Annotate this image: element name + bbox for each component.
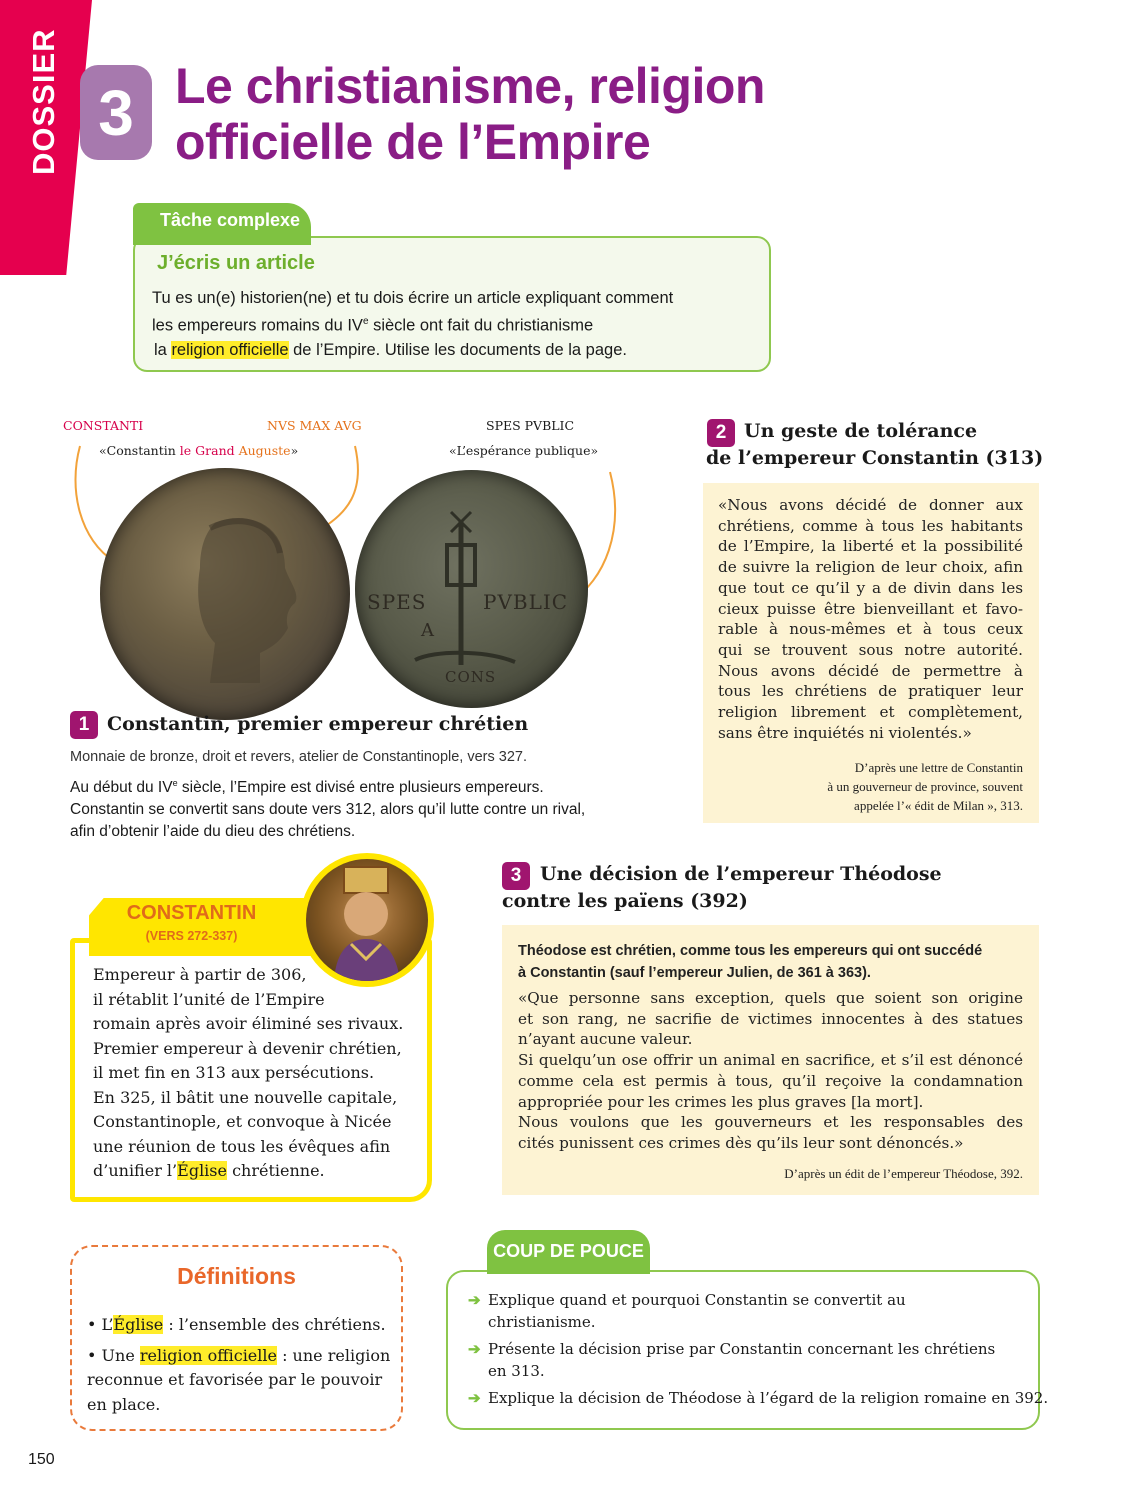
task-line: Tu es un(e) historien(ne) et tu dois écrire un article expliquant comment bbox=[152, 289, 674, 307]
arrow-right-icon: ➔ bbox=[468, 1389, 481, 1407]
coin-label-nvs: NVS MAX AVG bbox=[267, 418, 362, 433]
doc3-badge: 3 bbox=[502, 862, 530, 890]
highlight-term: Église bbox=[113, 1315, 164, 1334]
page-title-line1: Le christianisme, religion bbox=[175, 58, 765, 114]
task-heading: J’écris un article bbox=[157, 252, 315, 274]
bio-text bbox=[93, 963, 423, 1184]
doc1-caption: Monnaie de bronze, droit et revers, atelier de Constantinople, vers 327. bbox=[70, 749, 528, 765]
arrow-right-icon: ➔ bbox=[468, 1291, 481, 1309]
coin-inscription: A bbox=[421, 620, 435, 641]
quote-line: «Que personne sans exception, quels que soient son origine bbox=[518, 989, 1023, 1007]
doc2-quote bbox=[718, 495, 1023, 743]
doc2-title: Un geste de tolérance de l’empereur Constantin (313) bbox=[706, 420, 1044, 469]
quote-line: appropriée pour les crimes les plus graves [la mort]. bbox=[518, 1092, 924, 1111]
dossier-label: DOSSIER bbox=[26, 28, 61, 175]
doc1-badge: 1 bbox=[70, 711, 98, 739]
bio-line: Premier empereur à devenir chrétien, bbox=[93, 1038, 402, 1058]
doc3-intro: Théodose est chrétien, comme tous les empereurs qui ont succédé à Constantin (sauf l’empereur Julien, de 361 à 363). bbox=[518, 943, 983, 981]
quote-line: chrétiens, comme à tous les habitants bbox=[718, 516, 1023, 535]
bio-line: une réunion de tous les évêques afin bbox=[93, 1136, 391, 1156]
quote-line: «Nous avons décidé de donner aux bbox=[718, 496, 1023, 514]
definitions-list bbox=[87, 1313, 391, 1423]
page-number: 150 bbox=[28, 1451, 55, 1468]
doc1-title: Constantin, premier empereur chrétien bbox=[107, 713, 529, 735]
highlight-term: religion officielle bbox=[171, 340, 289, 359]
coup-de-pouce-list bbox=[468, 1289, 1049, 1414]
coin-obverse-image bbox=[100, 468, 350, 720]
bio-line: il rétablit l’unité de l’Empire bbox=[93, 989, 325, 1009]
quote-line: de l’Empire, la liberté et la possibilité bbox=[718, 537, 1023, 556]
doc1-body-line: afin d’obtenir l’aide du dieu des chrétiens. bbox=[70, 823, 356, 841]
page-title bbox=[175, 58, 875, 170]
task-line: les empereurs romains du IVe siècle ont fait du christianisme bbox=[152, 316, 594, 335]
doc3-source: D’après un édit de l’empereur Théodose, 392. bbox=[784, 1166, 1023, 1181]
hint-item: ➔ Présente la décision prise par Constantin concernant les chrétiens en 313. bbox=[468, 1340, 996, 1380]
bio-line: d’unifier l’Église chrétienne. bbox=[93, 1161, 325, 1180]
doc1-body-line: Constantin se convertit sans doute vers 312, alors qu’il lutte contre un rival, bbox=[70, 801, 586, 819]
doc2-badge: 2 bbox=[707, 419, 735, 447]
quote-line: religion librement et complètement, bbox=[718, 703, 1023, 722]
quote-line: tous les chrétiens de pratiquer leur bbox=[718, 682, 1023, 701]
bio-line: il met fin en 313 aux persécutions. bbox=[93, 1063, 375, 1082]
coin-inscription: PVBLIC bbox=[483, 590, 569, 614]
doc1-body bbox=[70, 772, 630, 843]
quote-line: qui se trouvent sous notre autorité. bbox=[718, 640, 1023, 659]
quote-line: n’ayant aucune valeur. bbox=[518, 1030, 693, 1049]
bio-line: En 325, il bâtit une nouvelle capitale, bbox=[93, 1087, 398, 1107]
doc3-quote bbox=[518, 988, 1023, 1154]
bio-name: CONSTANTIN bbox=[126, 902, 257, 924]
task-text bbox=[152, 286, 762, 362]
quote-line: Nous voulons que les gouverneurs et les responsables des bbox=[518, 1113, 1023, 1132]
coin-inscription: CONS bbox=[445, 668, 497, 686]
task-tab: Tâche complexe bbox=[133, 203, 311, 245]
quote-line: comme cela est permis à tous, qu’il reçoive la condamnation bbox=[518, 1071, 1023, 1090]
coin-reverse-image bbox=[355, 470, 588, 708]
doc1-body-line: Au début du IVe siècle, l’Empire est divisé entre plusieurs empereurs. bbox=[70, 778, 544, 797]
quote-line: sans être inquiétés ni violentés.» bbox=[718, 723, 972, 742]
quote-line: et son rang, ne sacrifie de victimes innocentes à des statues bbox=[518, 1009, 1023, 1028]
bio-line: Empereur à partir de 306, bbox=[93, 965, 307, 984]
coup-de-pouce-tab: COUP DE POUCE bbox=[487, 1230, 650, 1274]
quote-line: cieux puisse être bienveillant et favo- bbox=[718, 599, 1023, 618]
bio-line: Constantinople, et convoque à Nicée bbox=[93, 1112, 392, 1131]
quote-line: de suivre la religion de leur choix, afin bbox=[718, 558, 1023, 577]
coin-label-spes: SPES PVBLIC bbox=[486, 418, 575, 433]
definition-item: • L’Église : l’ensemble des chrétiens. bbox=[87, 1315, 386, 1334]
quote-line: que tout ce qu’il y a de divin dans les bbox=[718, 578, 1023, 597]
hint-item: ➔ Explique la décision de Théodose à l’égard de la religion romaine en 392. bbox=[468, 1389, 1049, 1407]
quote-line: Si quelqu’un ose offrir un animal en sacrifice, et s’il est dénoncé bbox=[518, 1051, 1023, 1070]
highlight-term: Église bbox=[177, 1161, 227, 1180]
dossier-number-badge: 3 bbox=[80, 65, 152, 160]
coin-translation-obverse: «Constantin le Grand Auguste» bbox=[99, 443, 299, 458]
coin-inscription: SPES bbox=[367, 590, 427, 614]
quote-line: cités punissent ces crimes dès qu’ils leur sont dénoncés.» bbox=[518, 1133, 964, 1152]
emperor-profile-icon bbox=[100, 468, 350, 720]
arrow-right-icon: ➔ bbox=[468, 1340, 481, 1358]
bio-dates: (VERS 272-337) bbox=[145, 929, 238, 943]
doc2-source: D’après une lettre de Constantin à un gouverneur de province, souvent appelée l’« édit de Milan », 313. bbox=[827, 760, 1023, 813]
definition-item: • Une religion officielle : une religion reconnue et favorisée par le pouvoir en place. bbox=[87, 1345, 391, 1414]
coin-translation-reverse: «L’espérance publique» bbox=[449, 443, 599, 458]
quote-line: Nous avons décidé de permettre à bbox=[718, 661, 1023, 680]
highlight-term: religion officielle bbox=[139, 1345, 277, 1365]
page-title-line2: officielle de l’Empire bbox=[175, 114, 651, 170]
quote-line: rable à nous-mêmes et à tous ceux bbox=[718, 620, 1023, 639]
hint-item: ➔ Explique quand et pourquoi Constantin se convertit au christianisme. bbox=[468, 1291, 906, 1331]
doc3-title: Une décision de l’empereur Théodose contre les païens (392) bbox=[502, 863, 942, 912]
bio-line: romain après avoir éliminé ses rivaux. bbox=[93, 1014, 404, 1033]
coin-label-constanti: CONSTANTI bbox=[63, 418, 144, 433]
definitions-title: Définitions bbox=[177, 1263, 296, 1289]
task-line: la religion officielle de l’Empire. Utilise les documents de la page. bbox=[154, 340, 627, 359]
